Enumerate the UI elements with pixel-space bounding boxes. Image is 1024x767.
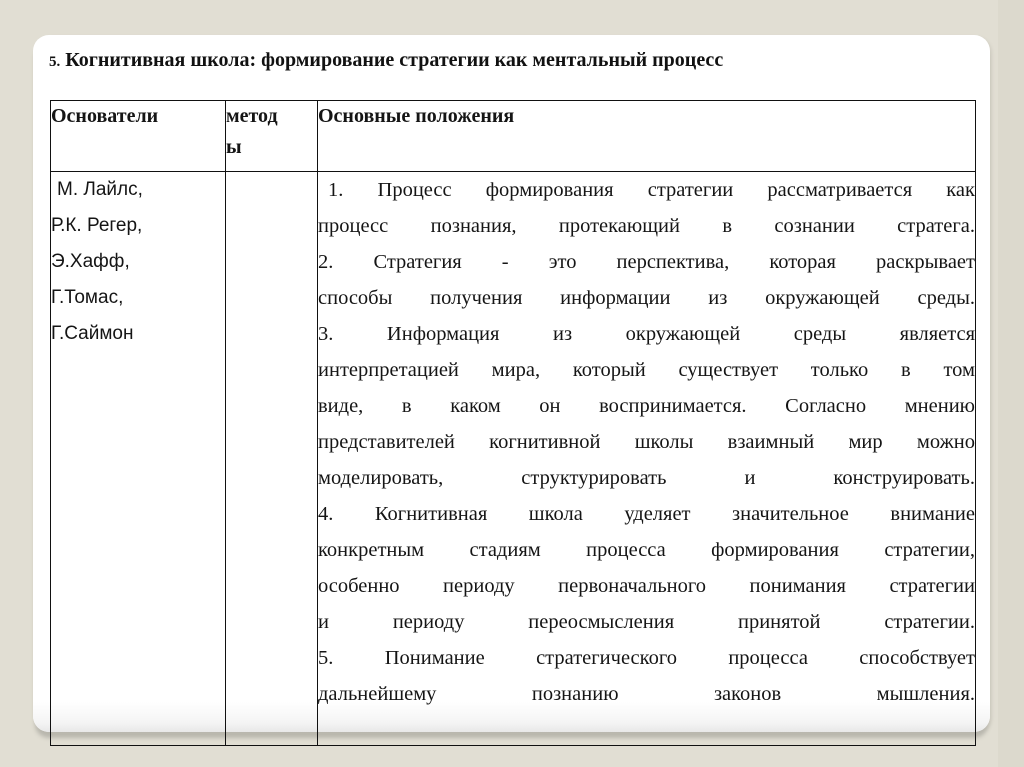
title-number: 5.: [49, 54, 61, 70]
position-line: 4. Когнитивная школа уделяет значительное внимание: [318, 503, 975, 525]
background-strip: [998, 0, 1024, 767]
position-line: представителей когнитивной школы взаимный мир можно: [318, 431, 975, 453]
table-header-row: [51, 101, 976, 172]
position-line: 1. Процесс формирования стратегии рассматривается как: [328, 179, 975, 201]
header-methods: [226, 101, 318, 172]
position-line: конкретным стадиям процесса формирования стратегии,: [318, 539, 975, 561]
founder-name: М. Лайлс,: [57, 179, 143, 200]
position-line: интерпретацией мира, который существует только в том: [318, 359, 975, 381]
position-line: процесс познания, протекающий в сознании стратега.: [318, 215, 975, 237]
founder-name: Г.Саймон: [51, 323, 134, 344]
founder-name: Г.Томас,: [51, 287, 124, 308]
position-line: моделировать, структурировать и конструировать.: [318, 467, 975, 489]
position-line: 2. Стратегия - это перспектива, которая раскрывает: [318, 251, 975, 273]
cognitive-school-table: [50, 100, 976, 746]
slide-title: [49, 49, 723, 72]
table-row: [51, 172, 976, 746]
header-founders: Основатели: [51, 101, 226, 172]
position-line: способы получения информации из окружающей среды.: [318, 287, 975, 309]
methods-cell: [226, 172, 318, 746]
position-line: 5. Понимание стратегического процесса способствует: [318, 647, 975, 669]
position-line: дальнейшему познанию законов мышления.: [318, 683, 975, 705]
key-positions-cell: [318, 172, 976, 746]
founders-cell: [51, 172, 226, 746]
founder-name: Э.Хафф,: [51, 251, 130, 272]
position-line: и периоду переосмысления принятой стратегии.: [318, 611, 975, 633]
title-text: Когнитивная школа: формирование стратегии как ментальный процесс: [65, 49, 724, 71]
position-line: виде, в каком он воспринимается. Согласно мнению: [318, 395, 975, 417]
position-line: 3. Информация из окружающей среды является: [318, 323, 975, 345]
header-key-positions: Основные положения: [318, 101, 976, 172]
header-methods-line-2: ы: [226, 136, 242, 158]
founder-name: Р.К. Регер,: [51, 215, 143, 236]
position-line: особенно периоду первоначального понимания стратегии: [318, 575, 975, 597]
header-methods-line-1: метод: [226, 105, 278, 127]
